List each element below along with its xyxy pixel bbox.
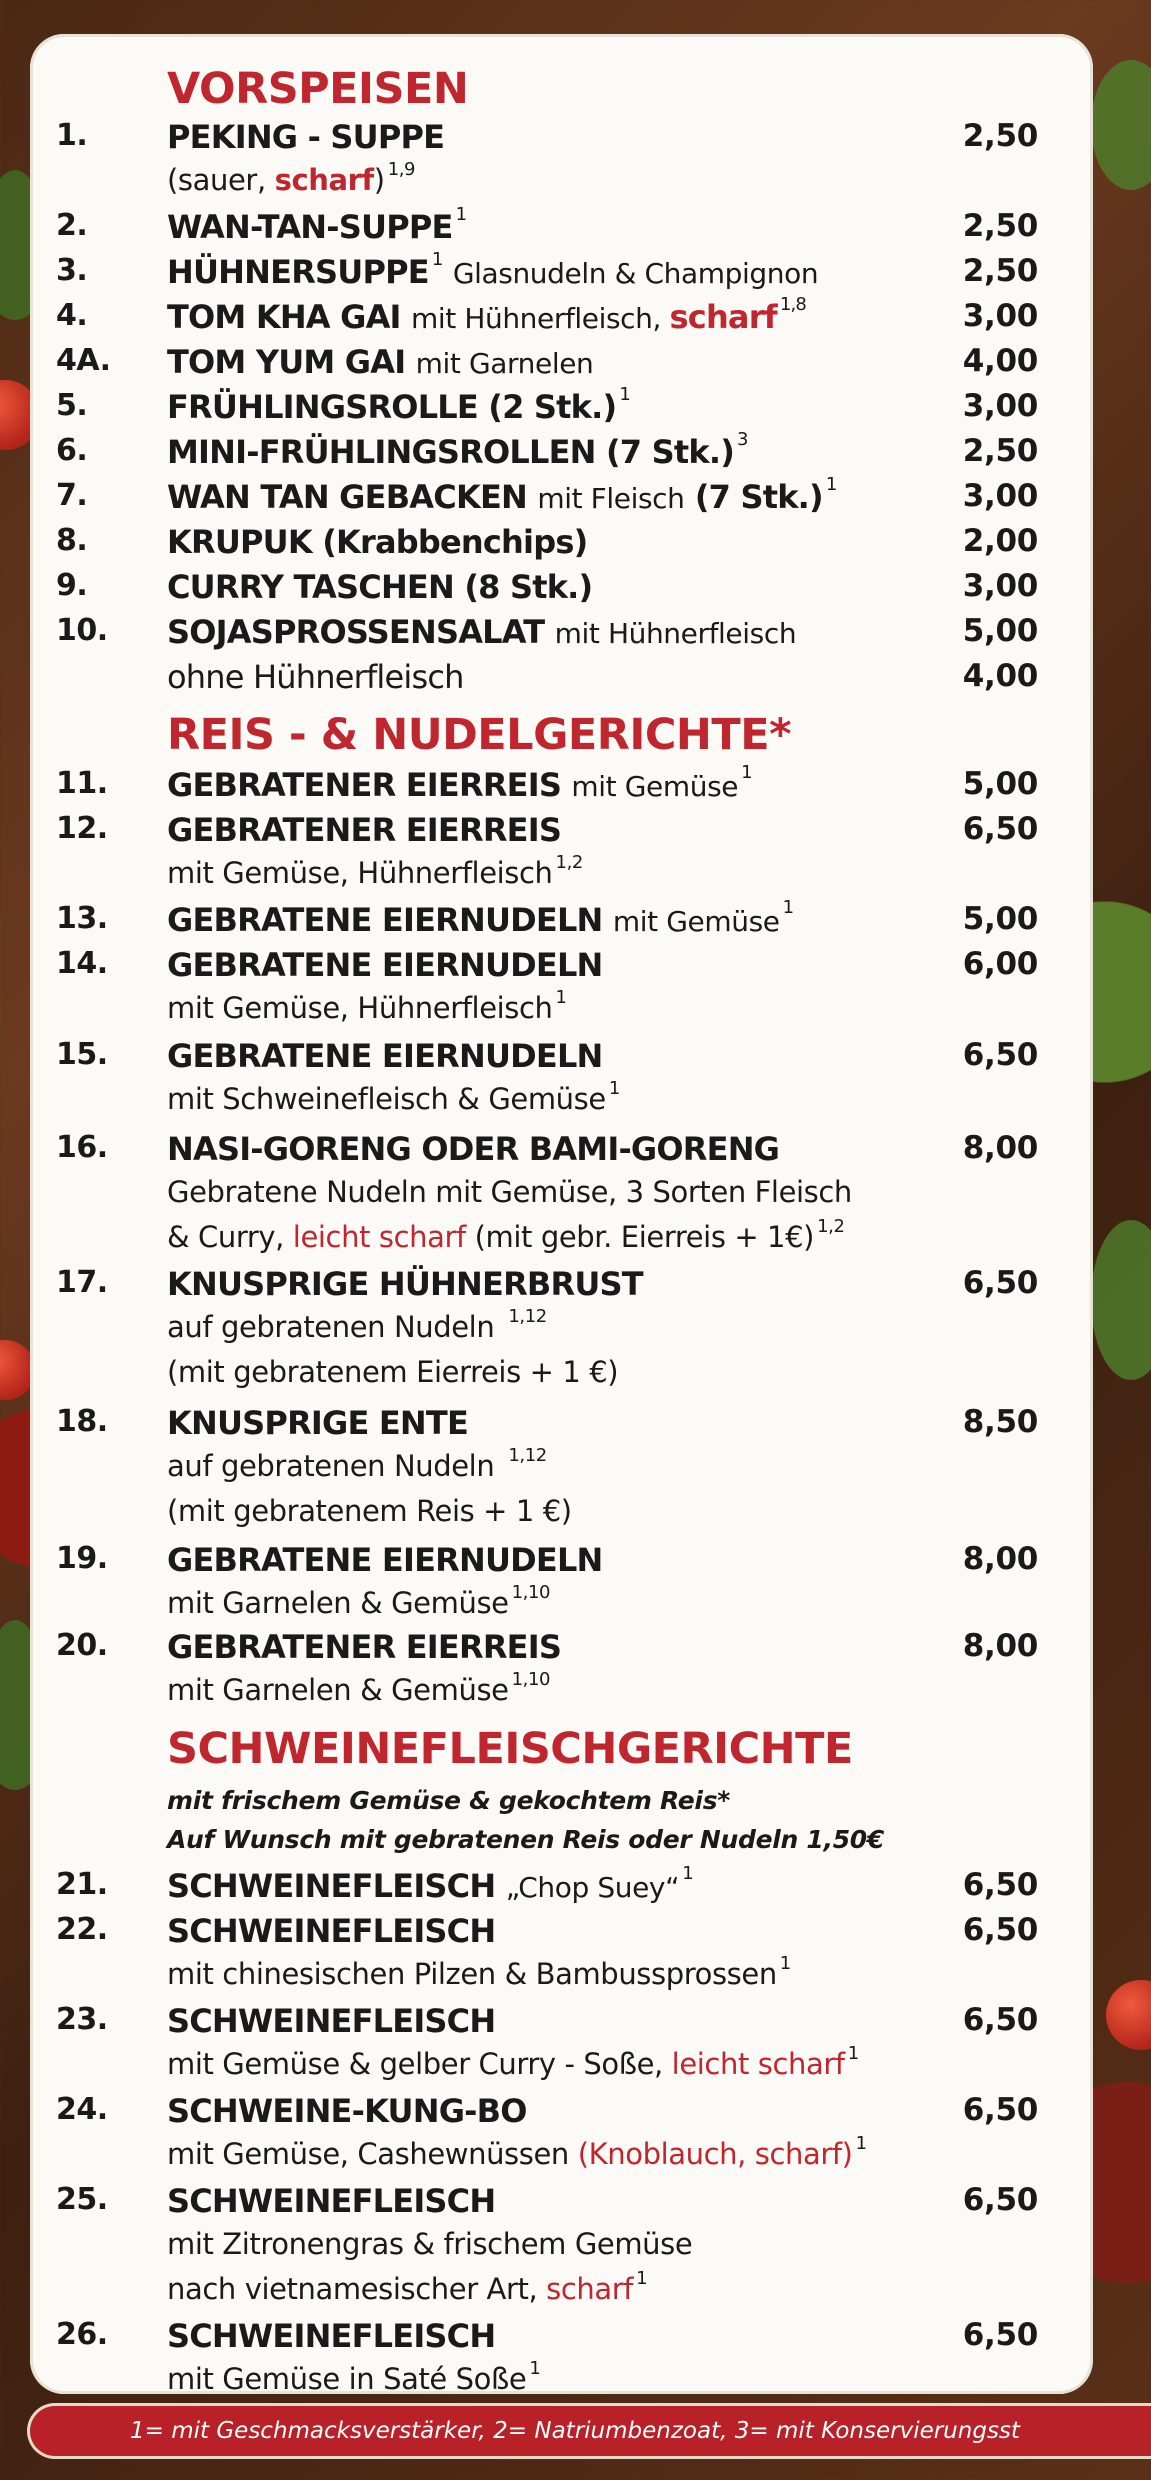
item-number: 2. xyxy=(56,208,88,243)
menu-item xyxy=(30,249,1093,297)
item-number: 16. xyxy=(56,1130,108,1165)
menu-item xyxy=(30,811,1093,855)
item-description: mit Gemüse & gelber Curry - Soße, leicht scharf $^1$ xyxy=(167,2043,859,2081)
item-name: GEBRATENER EIERREIS mit Gemüse $^1$ xyxy=(167,762,752,804)
item-price: 2,50 xyxy=(962,208,1038,244)
item-description: mit chinesischen Pilzen & Bambussprossen $^1$ xyxy=(167,1953,791,1991)
menu-item xyxy=(30,384,1093,432)
item-name: GEBRATENER EIERREIS xyxy=(167,1628,562,1666)
item-number: 15. xyxy=(56,1037,108,1072)
item-name: GEBRATENE EIERNUDELN xyxy=(167,1037,603,1075)
item-description: mit Schweinefleisch & Gemüse $^1$ xyxy=(167,1078,620,1116)
item-price: 2,50 xyxy=(962,433,1038,469)
item-number: 3. xyxy=(56,253,88,288)
item-name: SCHWEINEFLEISCH xyxy=(167,2317,496,2355)
item-name: SCHWEINE-KUNG-BO xyxy=(167,2092,527,2130)
item-price: 6,50 xyxy=(962,1265,1038,1301)
menu-item xyxy=(30,613,1093,657)
item-number: 23. xyxy=(56,2002,108,2037)
item-description: mit Zitronengras & frischem Gemüse xyxy=(167,2227,693,2261)
allergen-footnote-banner: 1= mit Geschmacksverstärker, 2= Natriumbenzoat, 3= mit Konservierungsst xyxy=(30,2406,1151,2456)
item-price: 8,00 xyxy=(962,1628,1038,1664)
item-name: GEBRATENE EIERNUDELN xyxy=(167,946,603,984)
menu-item xyxy=(30,523,1093,567)
item-description: mit Garnelen & Gemüse $^{1,10}$ xyxy=(167,1669,551,1707)
item-description: nach vietnamesischer Art, scharf $^1$ xyxy=(167,2268,648,2306)
item-name: FRÜHLINGSROLLE (2 Stk.) $^1$ xyxy=(167,384,630,426)
item-name: KRUPUK (Krabbenchips) xyxy=(167,523,588,561)
item-price: 3,00 xyxy=(962,568,1038,604)
item-number: 18. xyxy=(56,1404,108,1439)
item-number: 13. xyxy=(56,901,108,936)
item-price: 2,50 xyxy=(962,253,1038,289)
item-price: 6,50 xyxy=(962,2002,1038,2038)
menu-item xyxy=(30,294,1093,342)
menu-item xyxy=(30,2092,1093,2136)
item-description: & Curry, leicht scharf (mit gebr. Eierreis + 1€) $^{1,2}$ xyxy=(167,1216,845,1254)
item-price: 2,00 xyxy=(962,523,1038,559)
item-description: auf gebratenen Nudeln $^{1,12}$ xyxy=(167,1306,547,1344)
item-name: SCHWEINEFLEISCH xyxy=(167,1912,496,1950)
item-description: mit Gemüse, Hühnerfleisch $^{1,2}$ xyxy=(167,852,583,890)
tomato-decoration xyxy=(1106,1980,1151,2050)
menu-item xyxy=(30,1863,1093,1911)
item-price: 6,50 xyxy=(962,2317,1038,2353)
item-description: (sauer, scharf) $^{1,9}$ xyxy=(167,159,416,197)
item-price: 3,00 xyxy=(962,388,1038,424)
item-price: 8,50 xyxy=(962,1404,1038,1440)
item-price: 8,00 xyxy=(962,1130,1038,1166)
item-price: 5,00 xyxy=(962,901,1038,937)
menu-item xyxy=(30,1037,1093,1081)
item-variant-name: ohne Hühnerfleisch xyxy=(167,658,464,696)
item-number: 22. xyxy=(56,1912,108,1947)
menu-item xyxy=(30,1628,1093,1672)
item-price: 6,50 xyxy=(962,811,1038,847)
menu-card xyxy=(30,34,1093,2394)
menu-item xyxy=(30,2182,1093,2226)
item-description: mit Gemüse, Hühnerfleisch $^1$ xyxy=(167,987,567,1025)
item-name: TOM KHA GAI mit Hühnerfleisch, scharf $^{1,8}$ xyxy=(167,294,807,336)
item-price: 5,00 xyxy=(962,613,1038,649)
item-price: 5,00 xyxy=(962,766,1038,802)
item-number: 4A. xyxy=(56,343,111,378)
item-name: TOM YUM GAI mit Garnelen xyxy=(167,343,594,381)
item-number: 17. xyxy=(56,1265,108,1300)
item-description: (mit gebratenem Reis + 1 €) xyxy=(167,1494,572,1528)
item-description: Gebratene Nudeln mit Gemüse, 3 Sorten Fleisch xyxy=(167,1175,852,1209)
item-number: 10. xyxy=(56,613,108,648)
item-name: WAN TAN GEBACKEN mit Fleisch (7 Stk.) $^1$ xyxy=(167,474,837,516)
menu-item xyxy=(30,2317,1093,2361)
item-price: 6,50 xyxy=(962,1867,1038,1903)
item-price: 6,50 xyxy=(962,2092,1038,2128)
menu-item xyxy=(30,1541,1093,1585)
item-number: 5. xyxy=(56,388,88,423)
item-name: HÜHNERSUPPE $^1$ Glasnudeln & Champignon xyxy=(167,249,819,291)
item-number: 19. xyxy=(56,1541,108,1576)
section-title-schweinefleisch: SCHWEINEFLEISCHGERICHTE xyxy=(167,1724,853,1774)
item-price: 3,00 xyxy=(962,298,1038,334)
menu-item xyxy=(30,204,1093,252)
item-number: 6. xyxy=(56,433,88,468)
item-name: GEBRATENER EIERREIS xyxy=(167,811,562,849)
item-number: 14. xyxy=(56,946,108,981)
item-description: (mit gebratenem Eierreis + 1 €) xyxy=(167,1355,619,1389)
item-price: 6,50 xyxy=(962,1912,1038,1948)
item-name: GEBRATENE EIERNUDELN xyxy=(167,1541,603,1579)
item-name: KNUSPRIGE HÜHNERBRUST xyxy=(167,1265,643,1303)
menu-item xyxy=(30,118,1093,162)
menu-item xyxy=(30,568,1093,612)
item-number: 26. xyxy=(56,2317,108,2352)
item-price: 3,00 xyxy=(962,478,1038,514)
item-number: 4. xyxy=(56,298,88,333)
menu-item xyxy=(30,343,1093,387)
item-number: 21. xyxy=(56,1867,108,1902)
item-price: 6,50 xyxy=(962,1037,1038,1073)
item-price: 6,00 xyxy=(962,946,1038,982)
section-subtitle: Auf Wunsch mit gebratenen Reis oder Nudeln 1,50€ xyxy=(167,1825,884,1854)
item-description: mit Garnelen & Gemüse $^{1,10}$ xyxy=(167,1582,551,1620)
item-number: 7. xyxy=(56,478,88,513)
item-name: PEKING - SUPPE xyxy=(167,118,445,156)
menu-item xyxy=(30,429,1093,477)
menu-item-variant xyxy=(30,658,1093,702)
item-name: SOJASPROSSENSALAT mit Hühnerfleisch xyxy=(167,613,797,651)
menu-item xyxy=(30,1404,1093,1448)
item-number: 20. xyxy=(56,1628,108,1663)
section-subtitle: mit frischem Gemüse & gekochtem Reis* xyxy=(167,1786,731,1815)
item-price: 8,00 xyxy=(962,1541,1038,1577)
item-description: mit Gemüse, Cashewnüssen (Knoblauch, scharf) $^1$ xyxy=(167,2133,867,2171)
item-name: SCHWEINEFLEISCH xyxy=(167,2002,496,2040)
item-description: auf gebratenen Nudeln $^{1,12}$ xyxy=(167,1445,547,1483)
item-price: 4,00 xyxy=(962,343,1038,379)
menu-item xyxy=(30,946,1093,990)
menu-item xyxy=(30,2002,1093,2046)
item-price: 4,00 xyxy=(962,658,1038,694)
item-number: 8. xyxy=(56,523,88,558)
dill-decoration xyxy=(1091,60,1151,190)
menu-item xyxy=(30,1265,1093,1309)
menu-item xyxy=(30,897,1093,945)
item-name: WAN-TAN-SUPPE $^1$ xyxy=(167,204,467,246)
menu-item xyxy=(30,762,1093,810)
item-name: GEBRATENE EIERNUDELN mit Gemüse $^1$ xyxy=(167,897,794,939)
item-name: CURRY TASCHEN (8 Stk.) xyxy=(167,568,593,606)
herb-decoration xyxy=(1091,1220,1151,1380)
item-description: mit Gemüse in Saté Soße $^1$ xyxy=(167,2358,541,2396)
item-name: MINI-FRÜHLINGSROLLEN (7 Stk.) $^3$ xyxy=(167,429,748,471)
item-number: 1. xyxy=(56,118,88,153)
menu-item xyxy=(30,1130,1093,1174)
item-name: KNUSPRIGE ENTE xyxy=(167,1404,469,1442)
item-name: SCHWEINEFLEISCH „Chop Suey“ $^1$ xyxy=(167,1863,693,1905)
item-price: 6,50 xyxy=(962,2182,1038,2218)
menu-item xyxy=(30,1912,1093,1956)
section-title-reis-nudel: REIS - & NUDELGERICHTE* xyxy=(167,710,792,760)
item-price: 2,50 xyxy=(962,118,1038,154)
section-title-vorspeisen: VORSPEISEN xyxy=(167,64,469,114)
item-number: 9. xyxy=(56,568,88,603)
item-number: 12. xyxy=(56,811,108,846)
item-number: 24. xyxy=(56,2092,108,2127)
menu-item xyxy=(30,474,1093,522)
item-number: 11. xyxy=(56,766,108,801)
item-name: SCHWEINEFLEISCH xyxy=(167,2182,496,2220)
item-name: NASI-GORENG ODER BAMI-GORENG xyxy=(167,1130,780,1168)
item-number: 25. xyxy=(56,2182,108,2217)
